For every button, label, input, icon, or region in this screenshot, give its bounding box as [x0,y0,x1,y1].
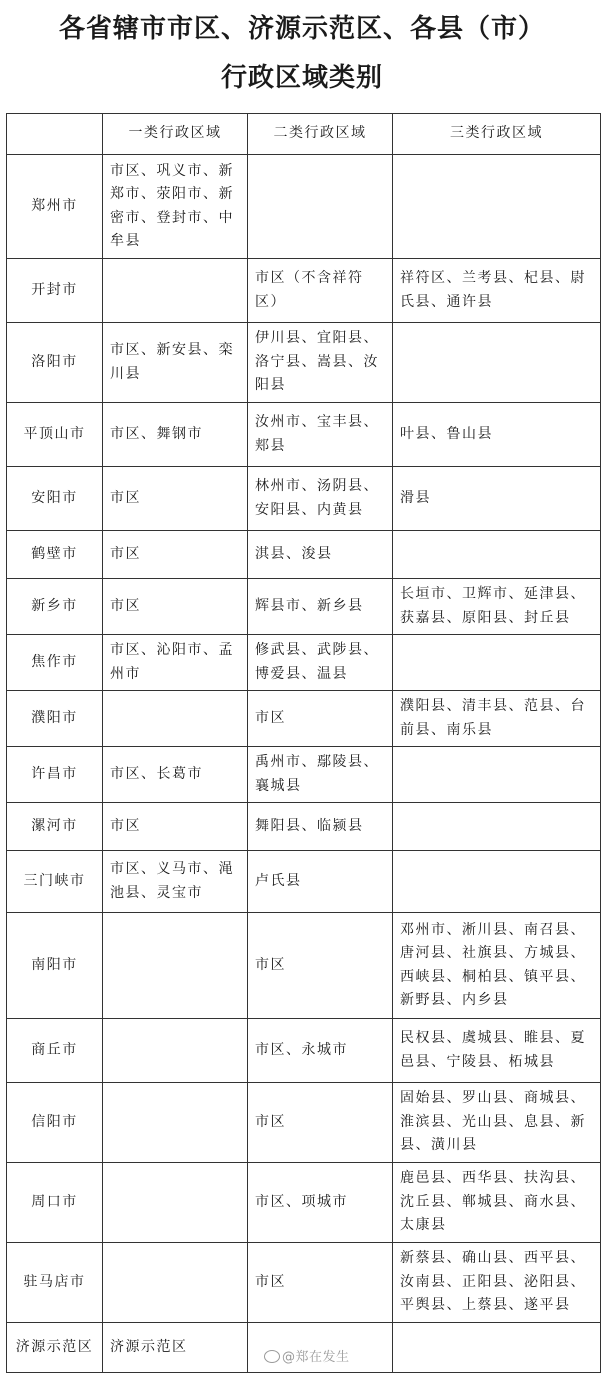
class-3-cell: 鹿邑县、西华县、扶沟县、沈丘县、郸城县、商水县、太康县 [393,1163,601,1243]
class-2-cell: 舞阳县、临颍县 [248,803,393,851]
table-row [7,403,601,467]
city-cell: 驻马店市 [7,1243,103,1323]
class-3-cell [393,323,601,403]
city-cell: 焦作市 [7,635,103,691]
class-2-cell [248,155,393,259]
city-cell: 济源示范区 [7,1323,103,1373]
city-cell: 鹤壁市 [7,531,103,579]
class-1-cell [103,1083,248,1163]
class-2-cell: 市区 [248,1083,393,1163]
city-cell: 洛阳市 [7,323,103,403]
watermark-text: @郑在发生 [282,1350,350,1365]
table-row [7,1163,601,1243]
class-3-cell [393,1323,601,1373]
city-cell: 郑州市 [7,155,103,259]
class-1-cell: 市区、巩义市、新郑市、荥阳市、新密市、登封市、中牟县 [103,155,248,259]
class-2-cell: 淇县、浚县 [248,531,393,579]
city-cell: 安阳市 [7,467,103,531]
document-title-line-1: 各省辖市市区、济源示范区、各县（市） [58,14,545,44]
class-1-cell: 市区、新安县、栾川县 [103,323,248,403]
table-row [7,155,601,259]
class-1-cell: 市区、长葛市 [103,747,248,803]
weibo-logo-icon [264,1350,280,1363]
class-1-cell: 市区 [103,531,248,579]
class-3-cell: 长垣市、卫辉市、延津县、获嘉县、原阳县、封丘县 [393,579,601,635]
weibo-watermark [264,1346,350,1365]
class-3-cell: 滑县 [393,467,601,531]
class-2-cell: 市区 [248,691,393,747]
city-cell: 新乡市 [7,579,103,635]
class-3-cell [393,851,601,913]
class-3-cell [393,803,601,851]
table-row [7,635,601,691]
class-1-cell: 济源示范区 [103,1323,248,1373]
class-1-cell: 市区、沁阳市、孟州市 [103,635,248,691]
class-2-cell: 伊川县、宜阳县、洛宁县、嵩县、汝阳县 [248,323,393,403]
header-class-2: 二类行政区域 [248,114,393,155]
class-2-cell: 卢氏县 [248,851,393,913]
class-3-cell: 祥符区、兰考县、杞县、尉氏县、通许县 [393,259,601,323]
table-row [7,579,601,635]
class-2-cell: 林州市、汤阴县、安阳县、内黄县 [248,467,393,531]
city-cell: 漯河市 [7,803,103,851]
class-2-cell: 汝州市、宝丰县、郏县 [248,403,393,467]
class-3-cell: 叶县、鲁山县 [393,403,601,467]
city-cell: 平顶山市 [7,403,103,467]
class-2-cell: 市区 [248,1243,393,1323]
class-2-cell: 修武县、武陟县、博爱县、温县 [248,635,393,691]
class-3-cell [393,531,601,579]
class-3-cell: 濮阳县、清丰县、范县、台前县、南乐县 [393,691,601,747]
class-1-cell: 市区 [103,579,248,635]
document-title-line-2: 行政区域类别 [220,63,383,93]
class-1-cell [103,1243,248,1323]
class-1-cell [103,1163,248,1243]
table-row [7,747,601,803]
header-class-1: 一类行政区域 [103,114,248,155]
city-cell: 周口市 [7,1163,103,1243]
class-1-cell: 市区、义马市、渑池县、灵宝市 [103,851,248,913]
city-cell: 濮阳市 [7,691,103,747]
class-1-cell: 市区 [103,467,248,531]
class-2-cell: 市区、项城市 [248,1163,393,1243]
table-row [7,467,601,531]
region-category-table [6,113,601,1373]
table-row [7,1083,601,1163]
table-row [7,851,601,913]
header-class-3: 三类行政区域 [393,114,601,155]
class-1-cell: 市区、舞钢市 [103,403,248,467]
class-1-cell: 市区 [103,803,248,851]
class-2-cell: 市区 [248,913,393,1019]
header-city [7,114,103,155]
city-cell: 许昌市 [7,747,103,803]
class-1-cell [103,691,248,747]
table-row [7,691,601,747]
class-2-cell: 市区、永城市 [248,1019,393,1083]
class-3-cell: 新蔡县、确山县、西平县、汝南县、正阳县、泌阳县、平舆县、上蔡县、遂平县 [393,1243,601,1323]
class-3-cell [393,747,601,803]
table-header-row [7,114,601,155]
class-1-cell [103,259,248,323]
class-3-cell: 固始县、罗山县、商城县、淮滨县、光山县、息县、新县、潢川县 [393,1083,601,1163]
city-cell: 南阳市 [7,913,103,1019]
class-2-cell: 辉县市、新乡县 [248,579,393,635]
class-3-cell: 邓州市、淅川县、南召县、唐河县、社旗县、方城县、西峡县、桐柏县、镇平县、新野县、内乡县 [393,913,601,1019]
table-row [7,323,601,403]
city-cell: 三门峡市 [7,851,103,913]
table-row [7,259,601,323]
class-1-cell [103,913,248,1019]
table-row [7,913,601,1019]
class-2-cell: 市区（不含祥符区） [248,259,393,323]
class-3-cell [393,155,601,259]
table-row [7,803,601,851]
table-row [7,531,601,579]
class-2-cell: 禹州市、鄢陵县、襄城县 [248,747,393,803]
table-row [7,1243,601,1323]
class-3-cell: 民权县、虞城县、睢县、夏邑县、宁陵县、柘城县 [393,1019,601,1083]
city-cell: 信阳市 [7,1083,103,1163]
city-cell: 开封市 [7,259,103,323]
class-3-cell [393,635,601,691]
city-cell: 商丘市 [7,1019,103,1083]
table-row [7,1019,601,1083]
class-1-cell [103,1019,248,1083]
